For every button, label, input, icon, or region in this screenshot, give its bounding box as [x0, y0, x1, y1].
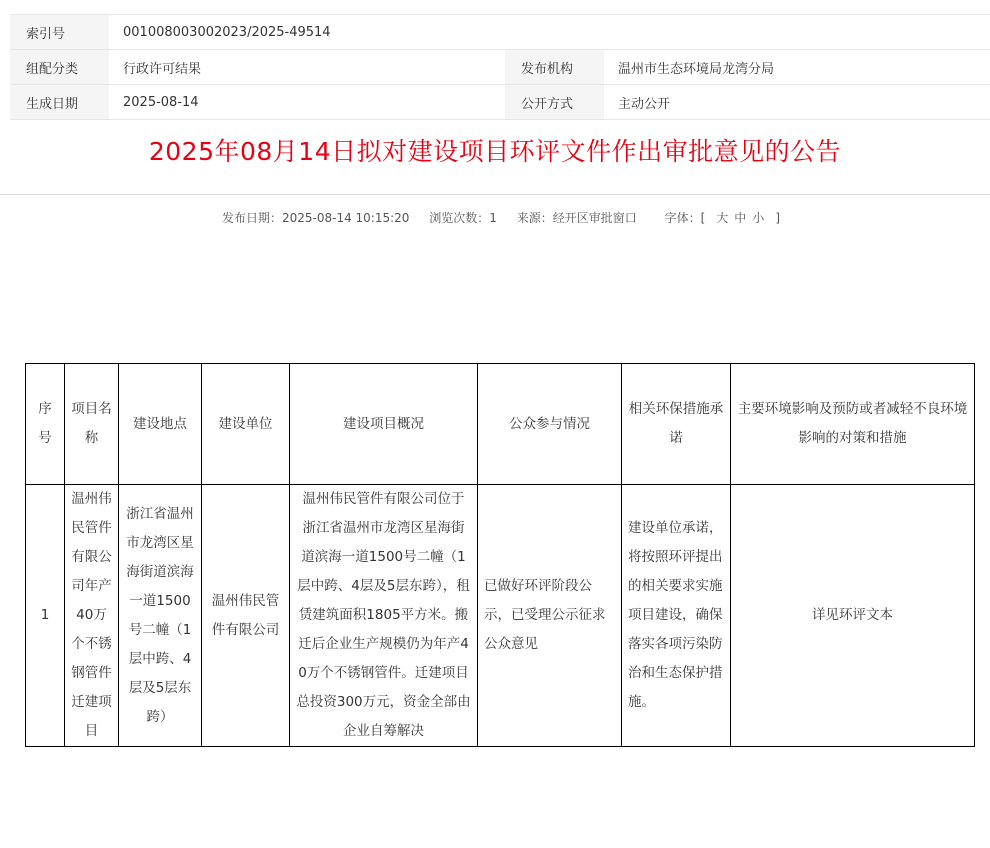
font-size-switcher	[657, 211, 788, 225]
cell-overview: 温州伟民管件有限公司位于浙江省温州市龙湾区星海街道滨海一道1500号二幢（1层中跨、4层及5层东跨），租赁建筑面积1805平方米。搬迁后企业生产规模仍为年产40万个不锈钢管件。迁建项目总投资300万元，资金全部由企业自筹解决	[290, 485, 478, 747]
meta-row-index	[10, 15, 990, 50]
header-overview: 建设项目概况	[290, 364, 478, 485]
header-no: 序号	[26, 364, 65, 485]
table-header-row	[26, 364, 975, 485]
page-title: 2025年08月14日拟对建设项目环评文件作出审批意见的公告	[148, 137, 842, 166]
cell-name: 温州伟民管件有限公司年产40万个不锈钢管件迁建项目	[65, 485, 119, 747]
title-divider	[0, 194, 990, 195]
category-value: 行政许可结果	[109, 50, 505, 85]
mode-label: 公开方式	[505, 85, 604, 120]
meta-row-category	[10, 50, 990, 85]
cell-location: 浙江省温州市龙湾区星海街道滨海一道1500号二幢（1层中跨、4层及5层东跨）	[119, 485, 202, 747]
approval-table	[25, 363, 975, 747]
article-info-bar	[0, 209, 990, 226]
cell-unit: 温州伟民管件有限公司	[202, 485, 290, 747]
font-medium-link[interactable]: 中	[734, 211, 747, 225]
header-measures: 主要环境影响及预防或者减轻不良环境影响的对策和措施	[731, 364, 975, 485]
font-small-link[interactable]: 小	[752, 211, 765, 225]
metadata-table	[10, 14, 990, 120]
index-label: 索引号	[10, 15, 109, 50]
meta-row-date	[10, 85, 990, 120]
font-size-label: 字体：[	[664, 211, 706, 225]
header-promise: 相关环保措施承诺	[622, 364, 731, 485]
date-value: 2025-08-14	[109, 85, 505, 120]
publisher-value: 温州市生态环境局龙湾分局	[604, 50, 990, 85]
table-row	[26, 485, 975, 747]
cell-promise: 建设单位承诺，将按照环评提出的相关要求实施项目建设，确保落实各项污染防治和生态保护措施。	[622, 485, 731, 747]
header-unit: 建设单位	[202, 364, 290, 485]
mode-value: 主动公开	[604, 85, 990, 120]
source: 来源：经开区审批窗口	[516, 211, 637, 225]
font-size-bracket: ]	[775, 211, 780, 225]
header-name: 项目名称	[65, 364, 119, 485]
cell-public: 已做好环评阶段公示，已受理公示征求公众意见	[478, 485, 622, 747]
cell-no: 1	[26, 485, 65, 747]
publish-date: 发布日期：2025-08-14 10:15:20	[221, 211, 410, 225]
view-count: 浏览次数：1	[429, 211, 497, 225]
publisher-label: 发布机构	[505, 50, 604, 85]
date-label: 生成日期	[10, 85, 109, 120]
font-large-link[interactable]: 大	[716, 211, 729, 225]
header-public: 公众参与情况	[478, 364, 622, 485]
index-value: 001008003002023/2025-49514	[109, 15, 990, 50]
header-location: 建设地点	[119, 364, 202, 485]
category-label: 组配分类	[10, 50, 109, 85]
cell-measures: 详见环评文本	[731, 485, 975, 747]
